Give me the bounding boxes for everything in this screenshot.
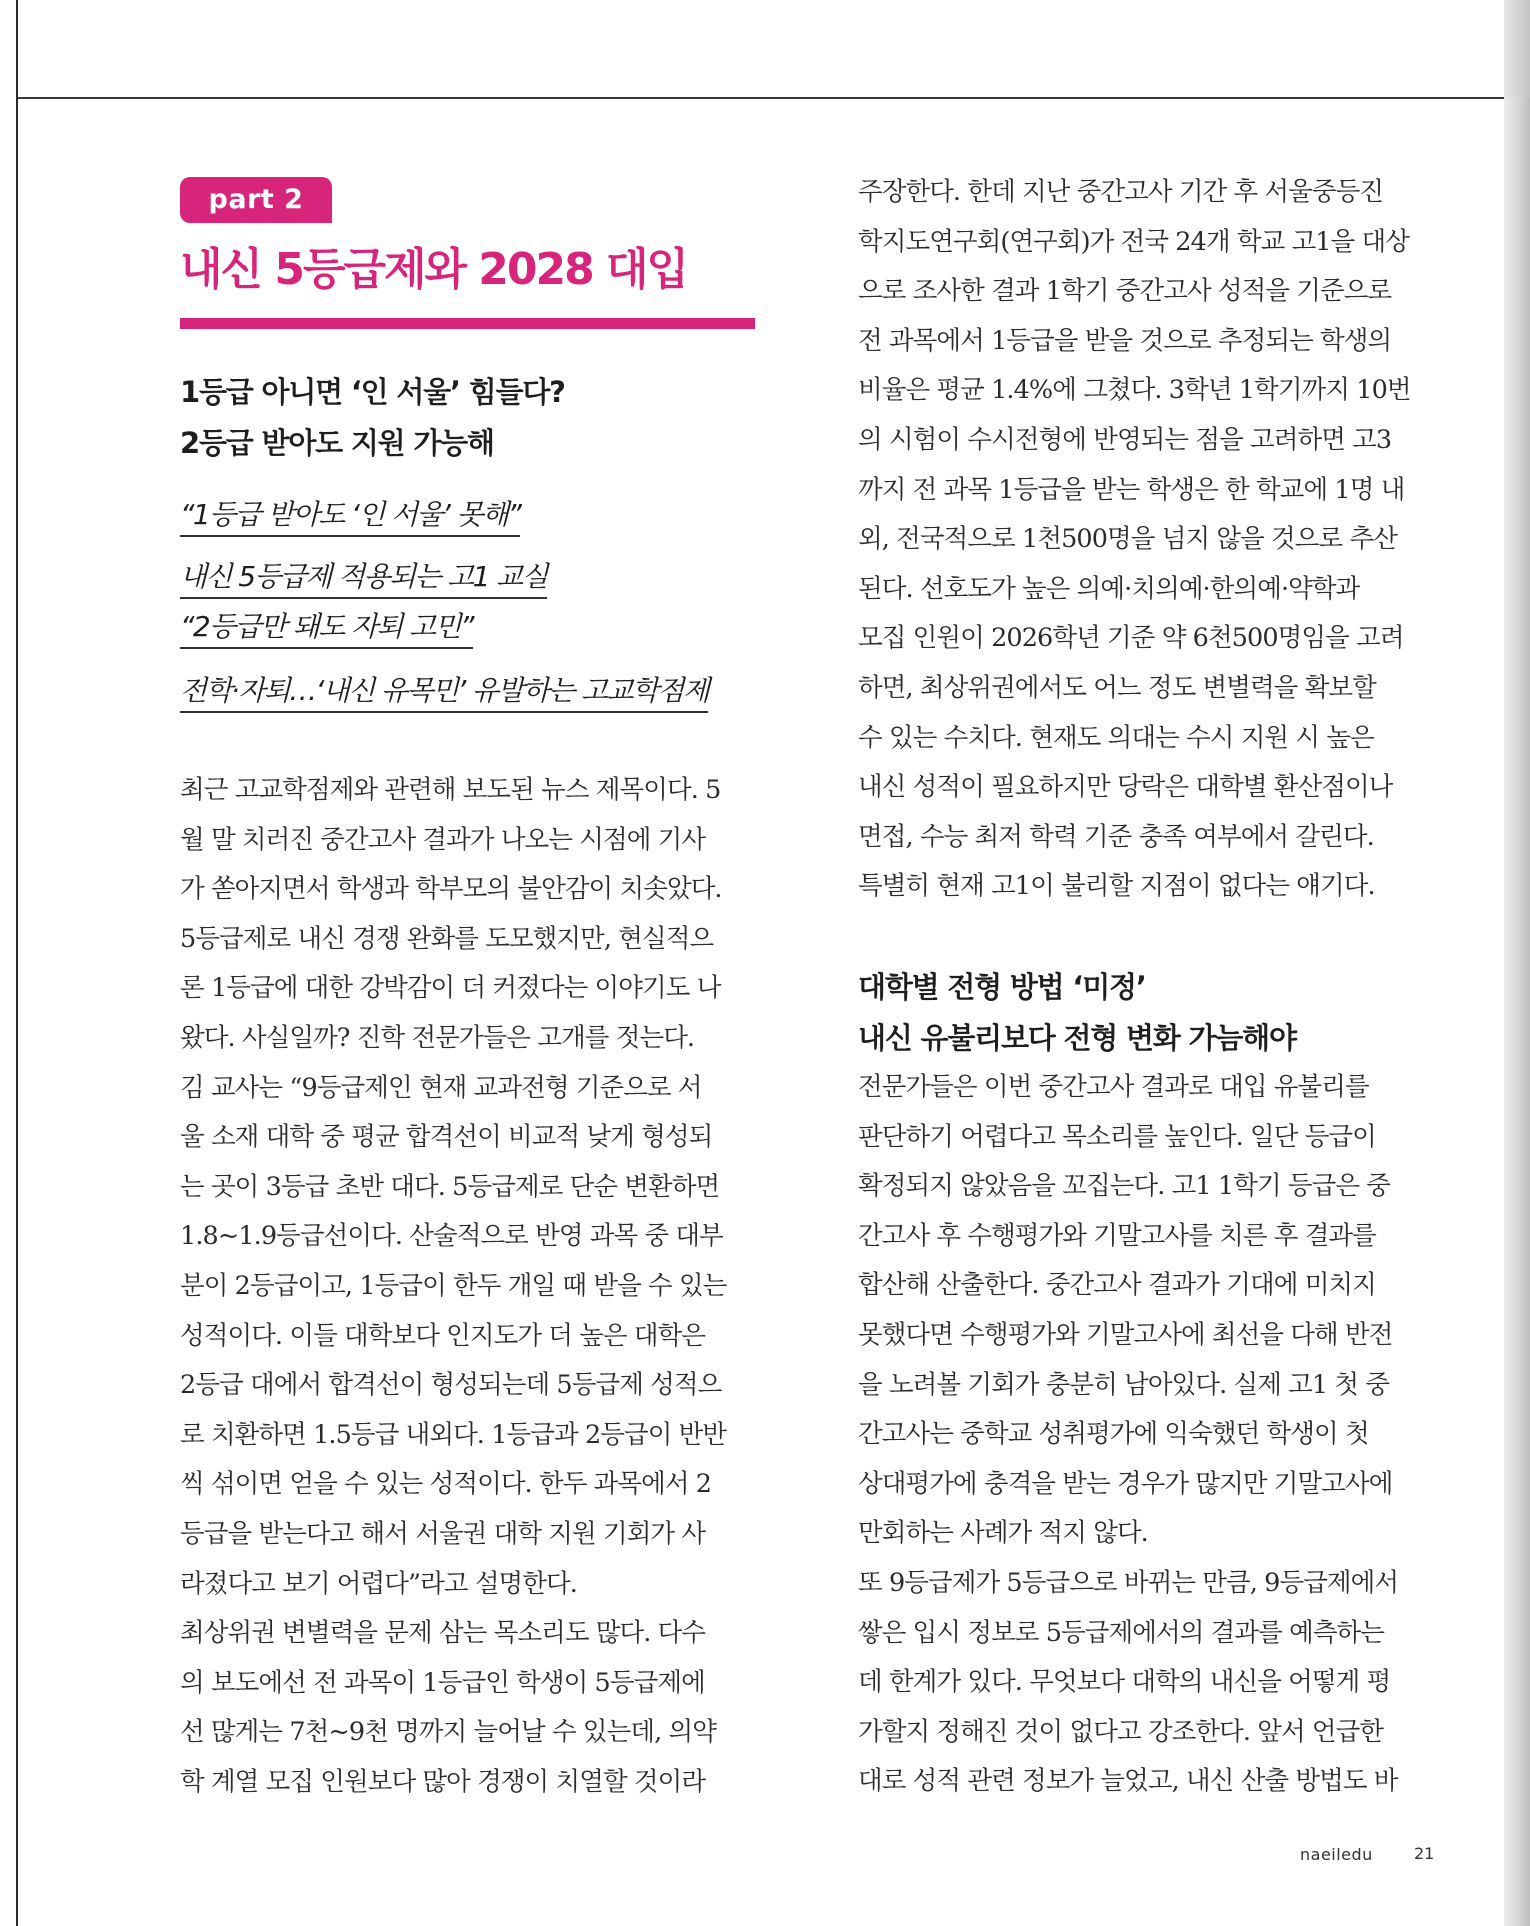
section2-heading [858,962,1438,1064]
body-line: 면접, 수능 최저 학력 기준 충족 여부에서 갈린다. [858,821,1374,852]
section1-heading-line: 2등급 받아도 지원 가능해 [180,426,494,460]
body-line: 가 쏟아지면서 학생과 학부모의 불안감이 치솟았다. [180,874,722,905]
section1-heading-line: 1등급 아니면 ‘인 서울’ 힘들다? [180,375,565,409]
body-line: 의 시험이 수시전형에 반영되는 점을 고려하면 고3 [858,424,1392,455]
section2-heading-line: 대학별 전형 방법 ‘미정’ [858,970,1146,1004]
body-line: 분이 2등급이고, 1등급이 한두 개일 때 받을 수 있는 [180,1270,727,1301]
body-line: 대로 성적 관련 정보가 늘었고, 내신 산출 방법도 바 [858,1766,1398,1797]
article-title: 내신 5등급제와 2028 대입 [180,244,688,295]
body-line: 내신 성적이 필요하지만 당락은 대학별 환산점이나 [858,772,1393,803]
body-line: 의 보도에선 전 과목이 1등급인 학생이 5등급제에 [180,1667,705,1698]
body-line: 까지 전 과목 1등급을 받는 학생은 한 학교에 1명 내 [858,474,1405,505]
section2-body [858,1063,1443,1807]
body-line: 등급을 받는다고 해서 서울권 대학 지원 기회가 사 [180,1518,706,1549]
body-line: 전문가들은 이번 중간고사 결과로 대입 유불리를 [858,1072,1369,1102]
quote-line: “1등급 받아도 ‘인 서울’ 못해” [180,497,520,537]
body-line: 판단하기 어렵다고 목소리를 높인다. 일단 등급이 [858,1121,1376,1152]
body-line: 주장한다. 한데 지난 중간고사 기간 후 서울중등진 [858,177,1384,207]
page-frame-left-edge [16,0,18,1926]
body-line: 1.8~1.9등급선이다. 산술적으로 반영 과목 중 대부 [180,1221,723,1252]
body-line: 학 계열 모집 인원보다 많아 경쟁이 치열할 것이라 [180,1766,706,1797]
body-line: 로 치환하면 1.5등급 내외다. 1등급과 2등급이 반반 [180,1419,727,1450]
body-line: 비율은 평균 1.4%에 그쳤다. 3학년 1학기까지 10번 [858,375,1411,406]
body-line: 하면, 최상위권에서도 어느 정도 변별력을 확보할 [858,672,1376,703]
title-underline-bar [180,318,755,329]
page-fold-shadow [1504,0,1530,1926]
body-line: 왔다. 사실일까? 진학 전문가들은 고개를 젓는다. [180,1022,695,1053]
body-line: 합산해 산출한다. 중간고사 결과가 기대에 미치지 [858,1270,1376,1301]
quote-line: “2등급만 돼도 자퇴 고민” [180,609,473,649]
body-line: 쌓은 입시 정보로 5등급제에서의 결과를 예측하는 [858,1617,1385,1648]
body-line: 씩 섞이면 얻을 수 있는 성적이다. 한두 과목에서 2 [180,1469,712,1500]
body-line: 수 있는 수치다. 현재도 의대는 수시 지원 시 높은 [858,722,1374,753]
body-line: 상대평가에 충격을 받는 경우가 많지만 기말고사에 [858,1468,1393,1499]
body-line: 만회하는 사례가 적지 않다. [858,1518,1148,1549]
page-number: 21 [1414,1844,1435,1863]
body-line: 성적이다. 이들 대학보다 인지도가 더 높은 대학은 [180,1320,706,1351]
body-line: 라졌다고 보기 어렵다”라고 설명한다. [180,1568,577,1599]
section1-body [180,766,765,1807]
body-line: 5등급제로 내신 경쟁 완화를 도모했지만, 현실적으 [180,923,714,954]
body-line: 된다. 선호도가 높은 의예·치의예·한의예·약학과 [858,573,1360,604]
page-header-band [16,0,1511,99]
part-badge: part 2 [180,177,332,223]
body-line: 전 과목에서 1등급을 받을 것으로 추정되는 학생의 [858,325,1392,356]
section1-heading [180,367,760,469]
body-line: 간고사 후 수행평가와 기말고사를 치른 후 결과를 [858,1220,1376,1251]
body-line: 선 많게는 7천~9천 명까지 늘어날 수 있는데, 의약 [180,1717,716,1748]
body-line: 을 노려볼 기회가 충분히 남아있다. 실제 고1 첫 중 [858,1369,1390,1400]
body-line: 또 9등급제가 5등급으로 바뀌는 만큼, 9등급제에서 [858,1567,1399,1598]
body-line: 월 말 치러진 중간고사 결과가 나오는 시점에 기사 [180,824,706,855]
body-line: 는 곳이 3등급 초반 대다. 5등급제로 단순 변환하면 [180,1171,720,1202]
body-line: 못했다면 수행평가와 기말고사에 최선을 다해 반전 [858,1319,1393,1350]
body-line: 으로 조사한 결과 1학기 중간고사 성적을 기준으로 [858,276,1392,307]
body-line: 가할지 정해진 것이 없다고 강조한다. 앞서 언급한 [858,1716,1384,1747]
quote-line: 내신 5등급제 적용되는 고1 교실 [180,559,547,599]
body-line: 김 교사는 “9등급제인 현재 교과전형 기준으로 서 [180,1072,702,1103]
right-column-continuation [858,168,1443,912]
body-line: 2등급 대에서 합격선이 형성되는데 5등급제 성적으 [180,1370,722,1401]
quote-line: 전학·자퇴…‘내신 유목민’ 유발하는 고교학점제 [180,673,708,713]
body-line: 최근 고교학점제와 관련해 보도된 뉴스 제목이다. 5 [180,775,721,805]
body-line: 울 소재 대학 중 평균 합격선이 비교적 낮게 형성되 [180,1122,713,1153]
body-line: 최상위권 변별력을 문제 삼는 목소리도 많다. 다수 [180,1618,706,1649]
body-line: 론 1등급에 대한 강박감이 더 커졌다는 이야기도 나 [180,973,721,1004]
section2-heading-line: 내신 유불리보다 전형 변화 가늠해야 [858,1021,1296,1055]
body-line: 확정되지 않았음을 꼬집는다. 고1 1학기 등급은 중 [858,1171,1391,1202]
body-line: 간고사는 중학교 성취평가에 익숙했던 학생이 첫 [858,1419,1369,1450]
footer-brand: naeiledu [1300,1845,1373,1864]
body-line: 모집 인원이 2026학년 기준 약 6천500명임을 고려 [858,623,1404,654]
body-line: 데 한계가 있다. 무엇보다 대학의 내신을 어떻게 평 [858,1667,1391,1698]
body-line: 특별히 현재 고1이 불리할 지점이 없다는 얘기다. [858,871,1375,902]
page-fold-shadow-top [1504,0,1530,97]
body-line: 외, 전국적으로 1천500명을 넘지 않을 것으로 추산 [858,524,1397,555]
body-line: 학지도연구회(연구회)가 전국 24개 학교 고1을 대상 [858,226,1410,257]
